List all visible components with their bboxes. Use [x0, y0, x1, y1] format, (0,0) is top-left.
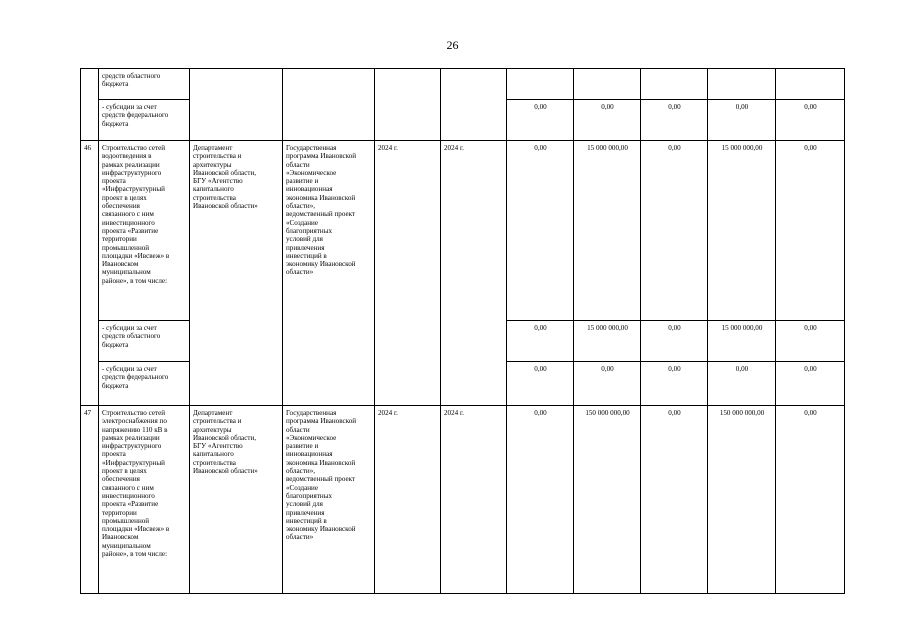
value-cell: 0,00	[641, 100, 708, 141]
end-year-cell: 2024 г.	[441, 406, 507, 594]
value-cell	[507, 69, 574, 100]
value-cell: 0,00	[776, 141, 845, 321]
program-cell	[283, 69, 375, 141]
value-cell	[776, 69, 845, 100]
value-cell	[641, 69, 708, 100]
value-cell: 0,00	[507, 406, 574, 594]
table-row	[81, 141, 845, 321]
description-cell: - субсидии за счет средств областного бюджета	[99, 321, 190, 362]
value-cell: 0,00	[641, 141, 708, 321]
end-year-cell: 2024 г.	[441, 141, 507, 406]
value-cell: 15 000 000,00	[574, 141, 641, 321]
executor-cell: Департамент строительства и архитектуры Ивановской области, БГУ «Агентство капитального строительства Ивановской области»	[190, 141, 283, 406]
value-cell: 0,00	[507, 100, 574, 141]
value-cell: 15 000 000,00	[708, 141, 776, 321]
end-year-cell	[441, 69, 507, 141]
number-cell: 46	[81, 141, 99, 406]
start-year-cell	[375, 69, 441, 141]
program-cell: Государственная программа Ивановской области «Экономическое развитие и инновационная экономика Ивановской области», ведомственный проект «Создание благоприятных условий для привлечения инвестиций в экономику Ивановской области»	[283, 141, 375, 406]
description-cell: средств областного бюджета	[99, 69, 190, 100]
description-cell: - субсидии за счет средств федерального бюджета	[99, 100, 190, 141]
value-cell: 0,00	[776, 406, 845, 594]
description-cell: Строительство сетей электроснабжения по напряжению 110 кВ в рамках реализации инфраструктурного проекта «Инфраструктурный проект в целях обеспечения связанного с ним инвестиционного проекта «Развитие территории промышленной площадки «Ивсвеж» в Ивановском муниципальном районе», в том числе:	[99, 406, 190, 594]
value-cell: 0,00	[641, 362, 708, 406]
value-cell: 0,00	[574, 100, 641, 141]
number-cell	[81, 69, 99, 141]
value-cell: 0,00	[708, 100, 776, 141]
value-cell	[574, 69, 641, 100]
value-cell	[708, 69, 776, 100]
start-year-cell: 2024 г.	[375, 141, 441, 406]
start-year-cell: 2024 г.	[375, 406, 441, 594]
value-cell: 0,00	[507, 362, 574, 406]
budget-table	[80, 68, 845, 594]
program-cell: Государственная программа Ивановской области «Экономическое развитие и инновационная экономика Ивановской области», ведомственный проект «Создание благоприятных условий для привлечения инвестиций в экономику Ивановской области»	[283, 406, 375, 594]
value-cell: 0,00	[708, 362, 776, 406]
value-cell: 15 000 000,00	[708, 321, 776, 362]
description-cell: - субсидии за счет средств федерального бюджета	[99, 362, 190, 406]
number-cell: 47	[81, 406, 99, 594]
description-cell: Строительство сетей водоотведения в рамках реализации инфраструктурного проекта «Инфраструктурный проект в целях обеспечения связанного с ним инвестиционного проекта «Развитие территории промышленной площадки «Ивсвеж» в Ивановском муниципальном районе», в том числе:	[99, 141, 190, 321]
value-cell: 150 000 000,00	[708, 406, 776, 594]
table-row	[81, 406, 845, 594]
value-cell: 0,00	[776, 100, 845, 141]
page-number: 26	[446, 38, 459, 52]
value-cell: 0,00	[574, 362, 641, 406]
value-cell: 0,00	[507, 141, 574, 321]
executor-cell	[190, 69, 283, 141]
executor-cell: Департамент строительства и архитектуры Ивановской области, БГУ «Агентство капитального строительства Ивановской области»	[190, 406, 283, 594]
value-cell: 0,00	[776, 321, 845, 362]
value-cell: 0,00	[641, 406, 708, 594]
value-cell: 150 000 000,00	[574, 406, 641, 594]
table-row	[81, 69, 845, 100]
value-cell: 0,00	[776, 362, 845, 406]
value-cell: 0,00	[641, 321, 708, 362]
value-cell: 15 000 000,00	[574, 321, 641, 362]
value-cell: 0,00	[507, 321, 574, 362]
